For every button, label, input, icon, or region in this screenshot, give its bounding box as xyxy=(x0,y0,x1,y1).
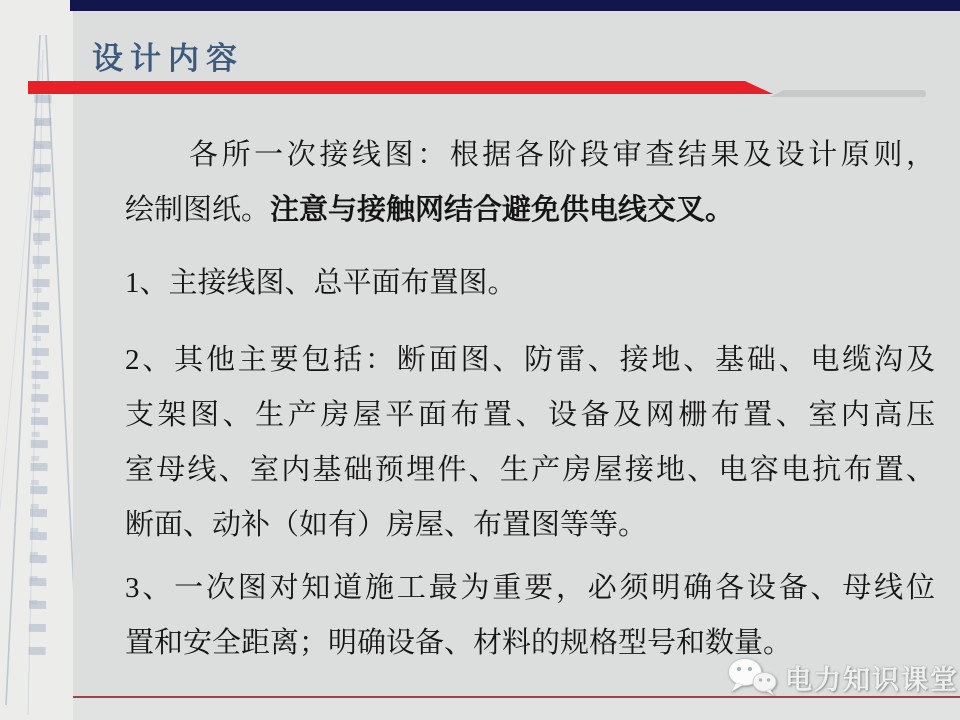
railway-track-graphic xyxy=(0,0,73,720)
list-item-2-line3: 室母线、室内基础预埋件、生产房屋接地、电容电抗布置、 xyxy=(125,454,935,486)
list-item-2-line1: 2、其他主要包括：断面图、防雷、接地、基础、电缆沟及 xyxy=(125,344,935,376)
top-navy-bar xyxy=(70,0,960,11)
list-item-1 xyxy=(125,256,935,311)
list-item-2-line2: 支架图、生产房屋平面布置、设备及网栅布置、室内高压 xyxy=(125,399,935,431)
title-divider-gray-tail xyxy=(770,90,926,97)
paragraph-intro-line2-bold: 注意与接触网结合避免供电线交叉。 xyxy=(270,194,735,226)
list-item-3-line1: 3、一次图对知道施工最为重要，必须明确各设备、母线位 xyxy=(125,572,935,604)
list-item-2 xyxy=(125,333,935,553)
paragraph-intro-line1: 各所一次接线图：根据各阶段审查结果及设计原则， xyxy=(189,139,935,171)
watermark-label: 电力知识课堂 xyxy=(785,664,959,695)
title-divider-red-bar xyxy=(28,81,745,94)
list-item-3 xyxy=(125,561,935,671)
paragraph-intro xyxy=(125,128,935,238)
title-divider-red-tip xyxy=(745,81,773,94)
list-item-2-line4: 断面、动补（如有）房屋、布置图等等。 xyxy=(125,509,648,541)
page-title: 设计内容 xyxy=(92,41,244,76)
wechat-icon xyxy=(726,656,778,698)
list-item-3-line2: 置和安全距离；明确设备、材料的规格型号和数量。 xyxy=(125,627,793,659)
paragraph-intro-line2 xyxy=(125,183,935,238)
footer-lower-strip xyxy=(73,698,960,720)
left-decor-strip xyxy=(0,0,73,720)
list-item-1-line1: 1、主接线图、总平面布置图。 xyxy=(125,267,517,299)
watermark xyxy=(726,656,959,698)
paragraph-intro-line2-normal: 绘制图纸。 xyxy=(125,194,271,226)
